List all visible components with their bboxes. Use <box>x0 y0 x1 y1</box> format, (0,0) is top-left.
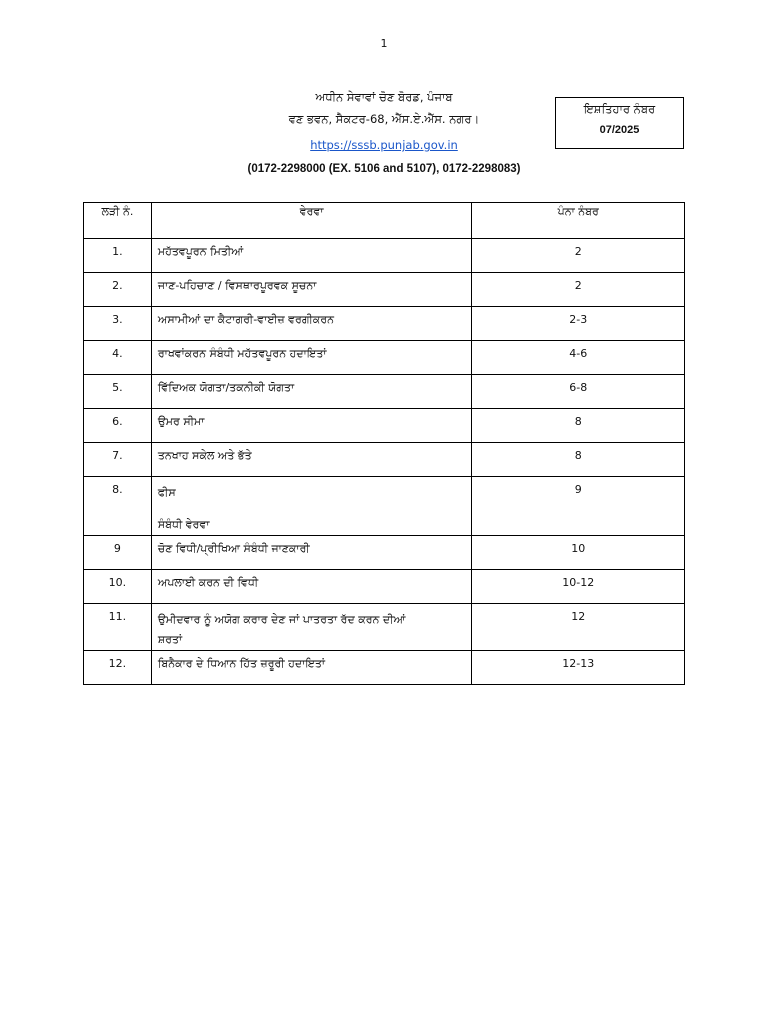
table-row <box>84 307 685 341</box>
description-cell: ਅਪਲਾਈ ਕਰਨ ਦੀ ਵਿਧੀ <box>151 570 472 604</box>
page-number-cell: 8 <box>472 443 685 477</box>
description-cell <box>151 604 472 651</box>
contact-phone-numbers: (0172-2298000 (EX. 5106 and 5107), 0172-2298083) <box>247 163 521 175</box>
contents-table <box>83 202 685 685</box>
organization-header <box>200 86 568 153</box>
page-number-cell: 10 <box>472 536 685 570</box>
description-cell: ਰਾਖਵਾਂਕਰਨ ਸੰਬੰਧੀ ਮਹੱਤਵਪੂਰਨ ਹਦਾਇਤਾਂ <box>151 341 472 375</box>
page-number-cell: 2 <box>472 273 685 307</box>
serial-number-cell: 9 <box>84 536 152 570</box>
description-cell: ਬਿਨੈਕਾਰ ਦੇ ਧਿਆਨ ਹਿੱਤ ਜ਼ਰੂਰੀ ਹਦਾਇਤਾਂ <box>151 651 472 685</box>
page-number-cell: 2-3 <box>472 307 685 341</box>
page-number-cell: 8 <box>472 409 685 443</box>
serial-number-cell: 11. <box>84 604 152 651</box>
advertisement-number: 07/2025 <box>599 124 640 136</box>
serial-number-cell: 3. <box>84 307 152 341</box>
table-row <box>84 570 685 604</box>
description-line: ਸ਼ਰਤਾਂ <box>157 633 183 646</box>
page-number-cell: 12 <box>472 604 685 651</box>
page-number-cell: 2 <box>472 239 685 273</box>
table-row <box>84 273 685 307</box>
description-spacer <box>158 503 466 515</box>
page-number-cell: 9 <box>472 477 685 536</box>
table-row <box>84 443 685 477</box>
page-number-cell: 10-12 <box>472 570 685 604</box>
page-number: 1 <box>380 37 388 50</box>
serial-number-cell: 6. <box>84 409 152 443</box>
description-cell: ਅਸਾਮੀਆਂ ਦਾ ਕੈਟਾਗਰੀ-ਵਾਈਜ਼ ਵਰਗੀਕਰਨ <box>151 307 472 341</box>
page-number-cell: 6-8 <box>472 375 685 409</box>
serial-number-cell: 2. <box>84 273 152 307</box>
description-cell: ਚੋਣ ਵਿਧੀ/ਪ੍ਰੀਖਿਆ ਸੰਬੰਧੀ ਜਾਣਕਾਰੀ <box>151 536 472 570</box>
table-row <box>84 536 685 570</box>
serial-number-cell: 7. <box>84 443 152 477</box>
table-row <box>84 651 685 685</box>
serial-number-cell: 1. <box>84 239 152 273</box>
description-cell: ਜਾਣ-ਪਹਿਚਾਣ / ਵਿਸਥਾਰਪੂਰਵਕ ਸੂਚਨਾ <box>151 273 472 307</box>
page-number-cell: 12-13 <box>472 651 685 685</box>
organization-name: ਅਧੀਨ ਸੇਵਾਵਾਂ ਚੋਣ ਬੋਰਡ, ਪੰਜਾਬ <box>315 90 453 104</box>
advertisement-label: ਇਸ਼ਤਿਹਾਰ ਨੰਬਰ <box>583 102 656 116</box>
description-line: ਉਮੀਦਵਾਰ ਨੂੰ ਅਯੋਗ ਕਰਾਰ ਦੇਣ ਜਾਂ ਪਾਤਰਤਾ ਰੱਦ ਕਰਨ ਦੀਆਂ <box>157 613 406 626</box>
description-cell: ਤਨਖਾਹ ਸਕੇਲ ਅਤੇ ਭੱਤੇ <box>151 443 472 477</box>
table-row <box>84 604 685 651</box>
serial-number-cell: 4. <box>84 341 152 375</box>
column-header-description: ਵੇਰਵਾ <box>151 203 472 239</box>
table-row <box>84 477 685 536</box>
column-header-serial-number: ਲੜੀ ਨੰ. <box>84 203 152 239</box>
serial-number-cell: 8. <box>84 477 152 536</box>
description-cell: ਉਮਰ ਸੀਮਾ <box>151 409 472 443</box>
table-header-row <box>84 203 685 239</box>
serial-number-cell: 12. <box>84 651 152 685</box>
description-cell <box>151 477 472 536</box>
page-number-cell: 4-6 <box>472 341 685 375</box>
serial-number-cell: 5. <box>84 375 152 409</box>
website-link[interactable]: https://sssb.punjab.gov.in <box>310 138 458 152</box>
column-header-page-number: ਪੰਨਾ ਨੰਬਰ <box>472 203 685 239</box>
table-row <box>84 409 685 443</box>
organization-address: ਵਣ ਭਵਨ, ਸੈਕਟਰ-68, ਐੱਸ.ਏ.ਐੱਸ. ਨਗਰ। <box>288 112 480 126</box>
table-row <box>84 341 685 375</box>
description-cell: ਮਹੱਤਵਪੂਰਨ ਮਿਤੀਆਂ <box>151 239 472 273</box>
table-row <box>84 239 685 273</box>
table-row <box>84 375 685 409</box>
description-line: ਸੰਬੰਧੀ ਵੇਰਵਾ <box>157 518 210 531</box>
advertisement-number-box <box>555 97 684 149</box>
description-cell: ਵਿੱਦਿਅਕ ਯੋਗਤਾ/ਤਕਨੀਕੀ ਯੋਗਤਾ <box>151 375 472 409</box>
serial-number-cell: 10. <box>84 570 152 604</box>
description-line: ਫੀਸ <box>157 486 176 499</box>
